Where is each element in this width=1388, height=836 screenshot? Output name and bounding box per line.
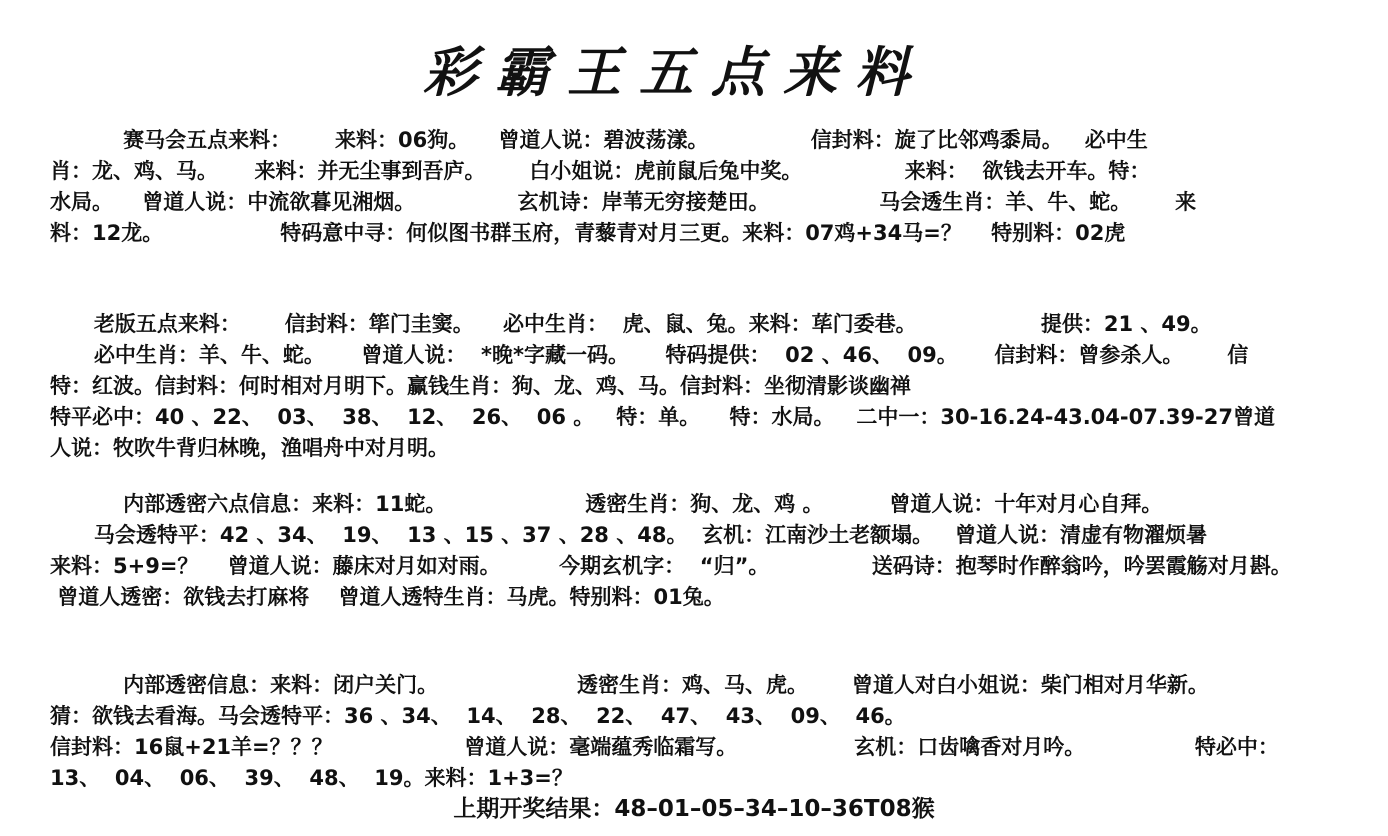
text-line: 内部透密六点信息：来料：11蛇。 透密生肖：狗、龙、鸡 。 曾道人说：十年对月心自拜。 (50, 492, 1163, 516)
text-line: 猜：欲钱去看海。马会透特平：36 、34、 14、 28、 22、 47、 43、 09、 46。 (50, 704, 906, 728)
text-line: 肖：龙、鸡、马。 来料：并无尘事到吾庐。 白小姐说：虎前鼠后兔中奖。 来料： 欲钱去开车。特： (50, 159, 1151, 183)
page-title: 彩霸王五点来料 (423, 40, 927, 104)
text-line: 马会透特平：42 、34、 19、 13 、15 、37 、28 、48。 玄机：江南沙土老额塌。 曾道人说：清虚有物濯烦暑 (50, 523, 1208, 547)
text-line: 信封料：16鼠+21羊=？？？ 曾道人说：毫端蕴秀临霜写。 玄机：口齿噙香对月吟。 特必中： (50, 735, 1279, 759)
text-line: 曾道人透密：欲钱去打麻将 曾道人透特生肖：马虎。特别料：01兔。 (50, 585, 725, 609)
text-line: 内部透密信息：来料：闭户关门。 透密生肖：鸡、马、虎。 曾道人对白小姐说：柴门相对月华新。 (50, 673, 1209, 697)
text-line: 老版五点来料： 信封料：筚门圭窦。 必中生肖： 虎、鼠、兔。来料：荜门委巷。 提供：21 、49。 (50, 312, 1212, 336)
text-line: 人说：牧吹牛背归林晚，渔唱舟中对月明。 (50, 436, 449, 460)
text-line: 特平必中：40 、22、 03、 38、 12、 26、 06 。 特：单。 特：水局。 二中一：30-16.24-43.04-07.39-27曾道 (50, 405, 1275, 429)
text-line: 水局。 曾道人说：中流欲暮见湘烟。 玄机诗：岸苇无穷接楚田。 马会透生肖：羊、牛、蛇。 来 (50, 190, 1197, 214)
text-line: 料：12龙。 特码意中寻：何似图书群玉府，青藜青对月三更。来料：07鸡+34马=？ 特别料：02虎 (50, 221, 1126, 245)
text-line: 赛马会五点来料： 来料：06狗。 曾道人说：碧波荡漾。 信封料：旋了比邻鸡黍局。 必中生 (50, 128, 1148, 152)
text-line: 来料：5+9=？ 曾道人说：藤床对月如对雨。 今期玄机字： “归”。 送码诗：抱琴时作醉翁吟，吟罢霞觞对月斟。 (50, 554, 1292, 578)
text-line: 特：红波。信封料：何时相对月明下。赢钱生肖：狗、龙、鸡、马。信封料：坐彻清影谈幽禅 (50, 374, 911, 398)
text-line: 13、 04、 06、 39、 48、 19。来料：1+3=？ (50, 766, 573, 790)
text-line: 必中生肖：羊、牛、蛇。 曾道人说： *晚*字藏一码。 特码提供： 02 、46、 09。 信封料：曾参杀人。 信 (50, 343, 1249, 367)
draw-result: 上期开奖结果：48–01–05–34–10–36T08猴 (453, 796, 935, 822)
